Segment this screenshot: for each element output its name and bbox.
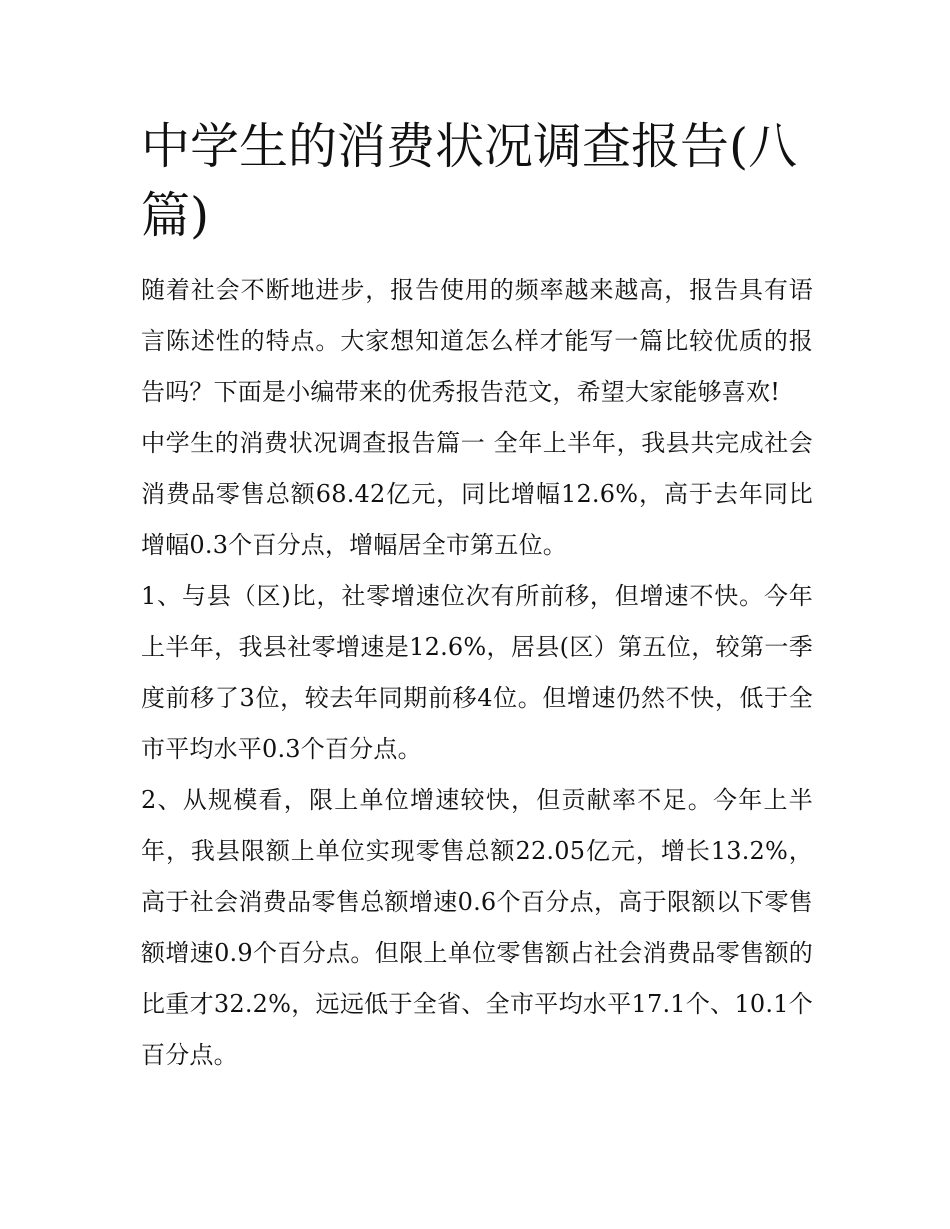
document-content	[141, 112, 813, 1081]
report-opening-paragraph: 中学生的消费状况调查报告篇一 全年上半年，我县共完成社会消费品零售总额68.42亿元，同比增幅12.6%，高于去年同比增幅0.3个百分点，增幅居全市第五位。	[141, 429, 813, 559]
point-two-paragraph: 2、从规模看，限上单位增速较快，但贡献率不足。今年上半年，我县限额上单位实现零售总额22.05亿元，增长13.2%，高于社会消费品零售总额增速0.6个百分点，高于限额以下零售额增速0.9个百分点。但限上单位零售额占社会消费品零售额的比重才32.2%，远远低于全省、全市平均水平17.1个、10.1个百分点。	[141, 786, 813, 1069]
document-title: 中学生的消费状况调查报告(八篇)	[141, 118, 798, 244]
intro-paragraph: 随着社会不断地进步，报告使用的频率越来越高，报告具有语言陈述性的特点。大家想知道怎么样才能写一篇比较优质的报告吗？下面是小编带来的优秀报告范文，希望大家能够喜欢!	[141, 276, 813, 406]
point-one-paragraph: 1、与县（区)比，社零增速位次有所前移，但增速不快。今年上半年，我县社零增速是12.6%，居县(区）第五位，较第一季度前移了3位，较去年同期前移4位。但增速仍然不快，低于全市平均水平0.3个百分点。	[141, 582, 813, 763]
